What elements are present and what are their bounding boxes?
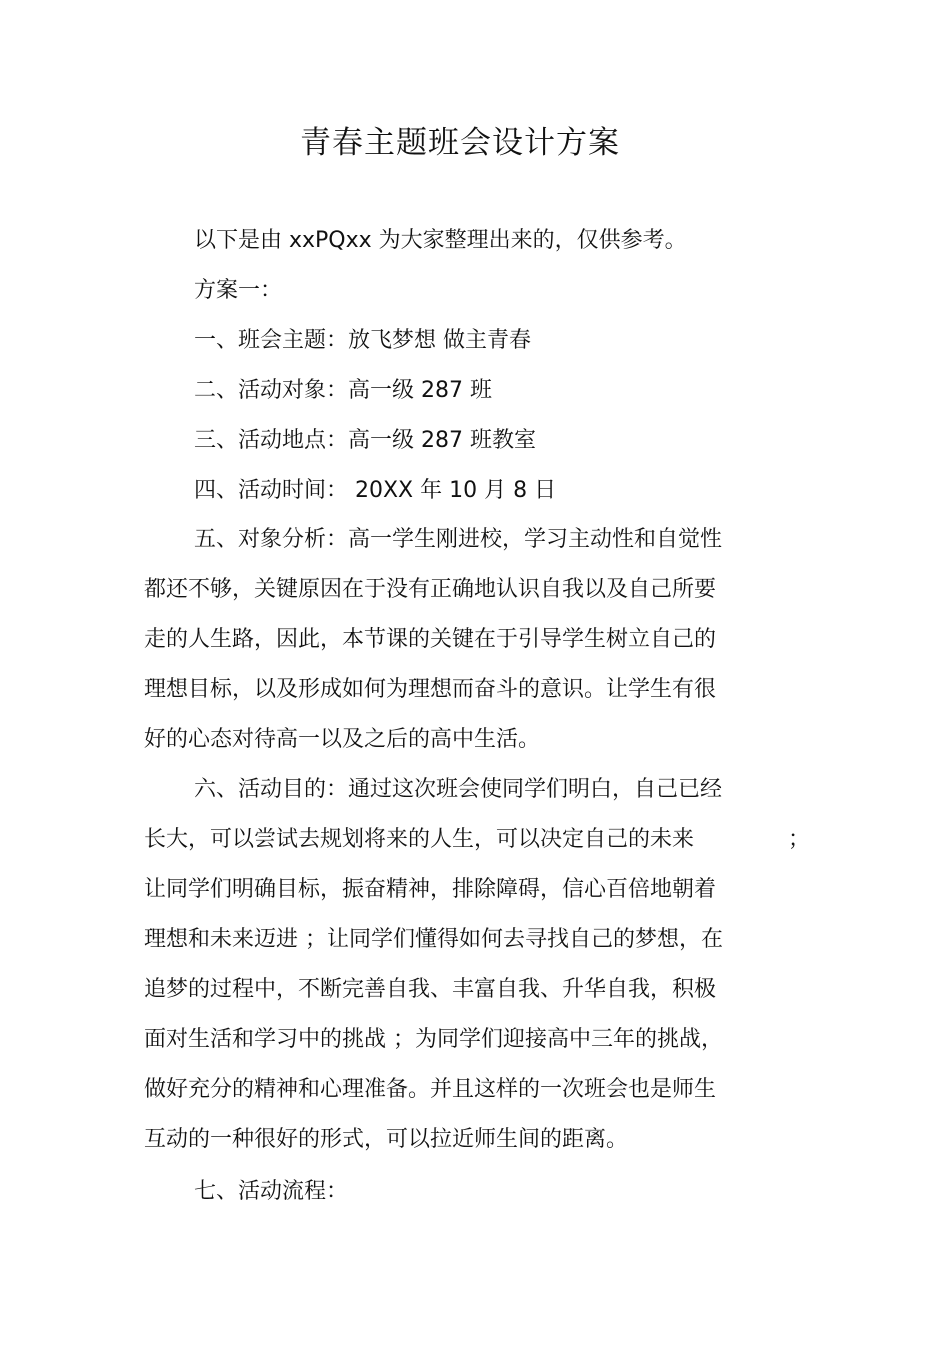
goals-line: 让同学们明确目标，振奋精神，排除障碍，信心百倍地朝着 — [144, 877, 717, 902]
analysis-line: 理想目标，以及形成如何为理想而奋斗的意识。让学生有很 — [144, 677, 717, 702]
analysis-line: 五、对象分析：高一学生刚进校，学习主动性和自觉性 — [194, 527, 723, 552]
goals-line: 追梦的过程中，不断完善自我、丰富自我、升华自我，积极 — [144, 977, 717, 1002]
process-heading: 七、活动流程： — [194, 1179, 349, 1204]
document-title: 青春主题班会设计方案 — [300, 125, 620, 161]
goals-line-end-punctuation: ； — [788, 827, 811, 852]
intro-paragraph: 以下是由 xxPQxx 为大家整理出来的，仅供参考。 — [194, 228, 687, 253]
goals-line: 六、活动目的：通过这次班会使同学们明白，自己已经 — [194, 777, 723, 802]
item-theme: 一、班会主题：放飞梦想 做主青春 — [194, 328, 531, 353]
goals-line: 长大，可以尝试去规划将来的人生，可以决定自己的未来 — [144, 827, 695, 852]
goals-line: 面对生活和学习中的挑战 ；为同学们迎接高中三年的挑战， — [144, 1027, 723, 1052]
goals-line: 理想和未来迈进 ；让同学们懂得如何去寻找自己的梦想，在 — [144, 927, 723, 952]
plan-heading: 方案一： — [194, 278, 283, 303]
item-time: 四、活动时间： 20XX 年 10 月 8 日 — [194, 478, 557, 503]
goals-line: 做好充分的精神和心理准备。并且这样的一次班会也是师生 — [144, 1077, 717, 1102]
analysis-line: 好的心态对待高一以及之后的高中生活。 — [144, 727, 541, 752]
item-location: 三、活动地点：高一级 287 班教室 — [194, 428, 536, 453]
analysis-line: 都还不够，关键原因在于没有正确地认识自我以及自己所要 — [144, 577, 717, 602]
item-audience: 二、活动对象：高一级 287 班 — [194, 378, 492, 403]
analysis-line: 走的人生路，因此，本节课的关键在于引导学生树立自己的 — [144, 627, 717, 652]
goals-line: 互动的一种很好的形式，可以拉近师生间的距离。 — [144, 1127, 629, 1152]
